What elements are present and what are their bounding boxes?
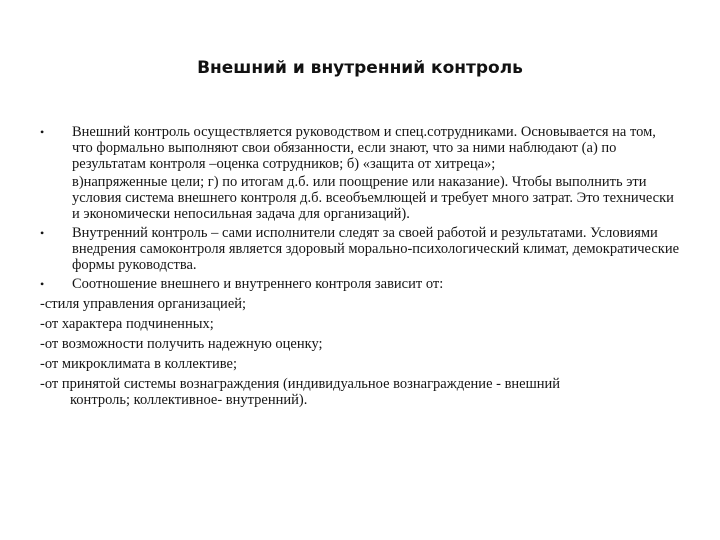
bullet-item-internal-control bbox=[40, 225, 680, 273]
bullet-paragraph: Внешний контроль осуществляется руководством и спец.сотрудниками. Основывается на том, что формально выполняют свои обязанности, если знают, что за ними наблюдают (а) по результатам контроля –оценка сотрудников; б) «защита от хитреца»; bbox=[72, 124, 656, 172]
bullet-paragraph: Соотношение внешнего и внутреннего контроля зависит от: bbox=[72, 276, 444, 292]
list-item: -стиля управления организацией; bbox=[40, 296, 247, 312]
list-item: -от характера подчиненных; bbox=[40, 316, 214, 332]
bullet-icon: • bbox=[40, 125, 45, 139]
list-item-continuation: контроль; коллективное- внутренний). bbox=[70, 392, 308, 408]
bullet-item-ratio bbox=[40, 276, 680, 292]
bullet-paragraph: в)напряженные цели; г) по итогам д.б. или поощрение или наказание). Чтобы выполнить эти условия система внешнего контроля д.б. всеобъемлющей и требует много затрат. Это технически и экономически непосильная задача для организаций). bbox=[72, 174, 674, 222]
list-item-reward-system bbox=[40, 376, 680, 408]
bullet-icon: • bbox=[40, 226, 45, 240]
list-item-text: -от принятой системы вознаграждения (индивидуальное вознаграждение - внешний bbox=[40, 376, 561, 392]
list-item: -от микроклимата в коллективе; bbox=[40, 356, 238, 372]
slide-title: Внешний и внутренний контроль bbox=[197, 58, 523, 78]
bullet-paragraph: Внутренний контроль – сами исполнители следят за своей работой и результатами. Условиями внедрения самоконтроля является здоровый морально-психологический климат, демократические формы руководства. bbox=[72, 225, 680, 273]
slide-body bbox=[40, 124, 680, 408]
bullet-icon: • bbox=[40, 277, 45, 291]
bullet-item-external-control bbox=[40, 124, 680, 222]
list-item: -от возможности получить надежную оценку; bbox=[40, 336, 323, 352]
